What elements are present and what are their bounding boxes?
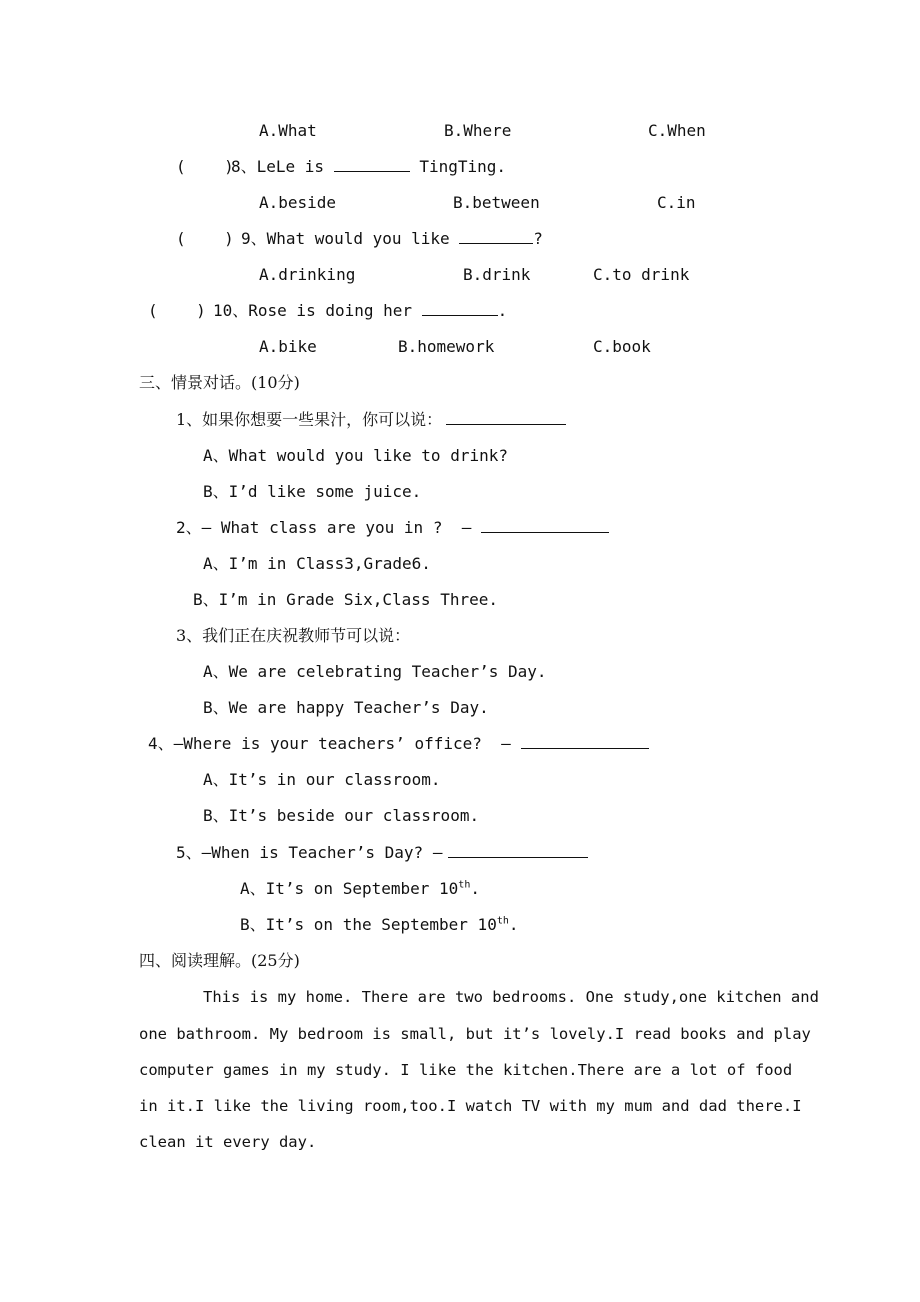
s3-q1-option-a: A、What would you like to drink? — [203, 446, 508, 465]
q9-blank[interactable] — [459, 229, 533, 244]
q10-option-b: B.homework — [398, 337, 495, 356]
q8-option-b: B.between — [453, 193, 540, 212]
s3-q5-stem — [176, 843, 588, 863]
s3-q1-stem-text: 1、如果你想要一些果汁，你可以说： — [176, 410, 443, 429]
s3-q5-option-a-sup: th — [458, 879, 471, 891]
reading-line: one bathroom. My bedroom is small, but it’s lovely.I read books and play — [139, 1025, 811, 1043]
q7-option-c: C.When — [648, 121, 706, 140]
q10-option-a: A.bike — [259, 337, 317, 356]
q10-option-c: C.book — [593, 337, 651, 356]
q9-option-b: B.drink — [463, 265, 531, 284]
s3-q5-option-a-text: A、It’s on September 10 — [240, 879, 459, 898]
s3-q1-blank[interactable] — [446, 410, 566, 425]
s3-q5-stem-text: 5、—When is Teacher’s Day? — — [176, 843, 443, 862]
q9-stem: 9、What would you like — [241, 229, 460, 248]
q8-option-a: A.beside — [259, 193, 337, 212]
s3-q5-option-b-text: B、It’s on the September 10 — [240, 915, 497, 934]
q9-answer-parens[interactable]: ( ) — [176, 229, 234, 248]
s3-q3-option-b: B、We are happy Teacher’s Day. — [203, 698, 489, 717]
q10-stem: 10、Rose is doing her — [213, 301, 422, 320]
s3-q4-stem — [148, 734, 649, 754]
s3-q3-option-a: A、We are celebrating Teacher’s Day. — [203, 662, 547, 681]
q9-option-a: A.drinking — [259, 265, 356, 284]
s3-q4-blank[interactable] — [521, 734, 649, 749]
s3-q1-stem — [176, 410, 566, 430]
reading-line: clean it every day. — [139, 1133, 317, 1151]
section3-title: 三、情景对话。(10分) — [139, 373, 300, 392]
s3-q5-option-b-end: . — [508, 915, 519, 934]
s3-q4-option-b: B、It’s beside our classroom. — [203, 806, 480, 825]
s3-q5-option-a-end: . — [470, 879, 480, 898]
q7-option-a: A.What — [259, 121, 317, 140]
reading-line: in it.I like the living room,too.I watch TV with my mum and dad there.I — [139, 1097, 802, 1115]
s3-q2-option-a: A、I’m in Class3,Grade6. — [203, 554, 431, 573]
s3-q5-option-a — [240, 879, 480, 899]
s3-q4-option-a: A、It’s in our classroom. — [203, 770, 441, 789]
q10-question — [213, 301, 507, 321]
q8-stem-end: TingTing. — [409, 157, 507, 176]
s3-q2-option-b: B、I’m in Grade Six,Class Three. — [193, 590, 498, 609]
s3-q5-option-b-sup: th — [496, 915, 509, 927]
reading-line: computer games in my study. I like the kitchen.There are a lot of food — [139, 1061, 793, 1079]
q10-answer-parens[interactable]: ( ) — [148, 301, 206, 320]
q9-stem-end: ? — [533, 229, 543, 248]
reading-line: This is my home. There are two bedrooms. One study,one kitchen and — [203, 988, 819, 1006]
q10-blank[interactable] — [422, 301, 498, 316]
s3-q5-option-b — [240, 915, 519, 935]
s3-q2-blank[interactable] — [481, 518, 609, 533]
q9-option-c: C.to drink — [593, 265, 690, 284]
q8-option-c: C.in — [657, 193, 696, 212]
q8-stem: 8、LeLe is — [231, 157, 334, 176]
q8-blank[interactable] — [334, 157, 410, 172]
s3-q3-stem: 3、我们正在庆祝教师节可以说： — [176, 626, 411, 645]
s3-q2-stem — [176, 518, 609, 538]
q8-question — [231, 157, 506, 177]
s3-q4-stem-text: 4、—Where is your teachers’ office? — — [148, 734, 511, 753]
s3-q2-stem-text: 2、— What class are you in ? — — [176, 518, 472, 537]
s3-q1-option-b: B、I’d like some juice. — [203, 482, 422, 501]
q10-stem-end: . — [497, 301, 508, 320]
q9-question — [241, 229, 543, 249]
q8-answer-parens[interactable]: ( ) — [176, 157, 234, 176]
s3-q5-blank[interactable] — [448, 843, 588, 858]
section4-title: 四、阅读理解。(25分) — [139, 951, 300, 970]
q7-option-b: B.Where — [444, 121, 512, 140]
